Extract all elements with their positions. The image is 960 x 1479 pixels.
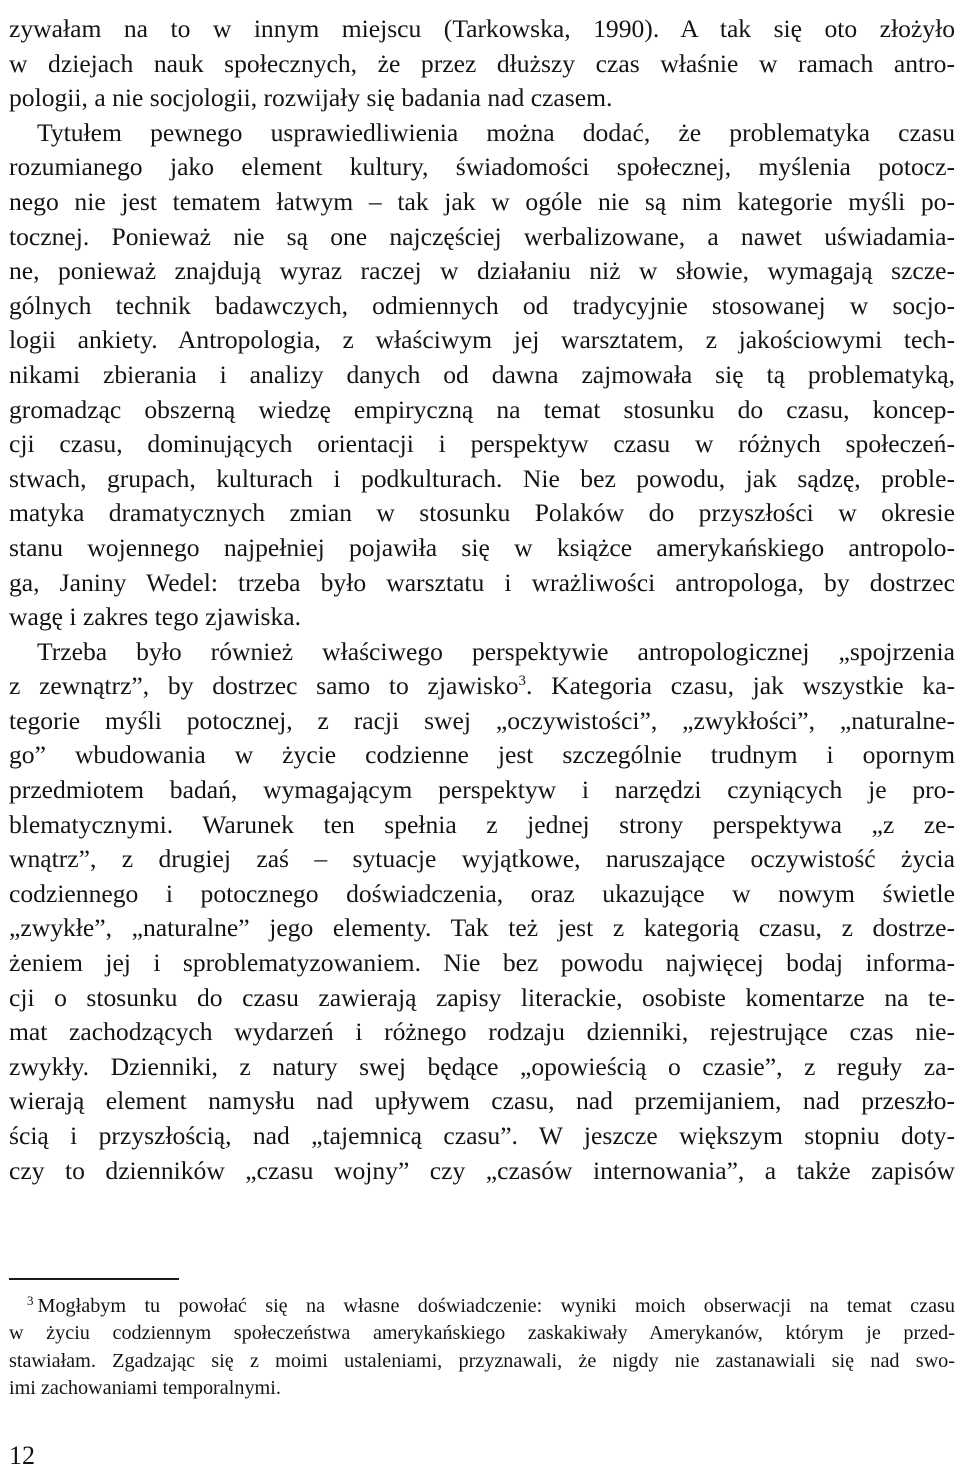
text-line: nikami zbierania i analizy danych od dawna zajmowała się tą problematyką,	[9, 359, 955, 389]
text-line: wnątrz”, z drugiej zaś – sytuacje wyjątkowe, naruszające oczywistość życia	[9, 844, 955, 874]
text-line: nego nie jest tematem łatwym – tak jak w ogóle nie są nim kategorie myśli po-	[9, 186, 955, 216]
text-line: czy to dzienników „czasu wojny” czy „czasów internowania”, a także zapisów	[9, 1155, 955, 1185]
text-line: blematycznymi. Warunek ten spełnia z jednej strony perspektywa „z ze-	[9, 809, 955, 839]
text-line: gromadząc obszerną wiedzę empiryczną na temat stosunku do czasu, koncep-	[9, 394, 955, 424]
text-line-with-footnote-ref	[9, 669, 955, 704]
text-line: pologii, a nie socjologii, rozwijały się badania nad czasem.	[9, 83, 613, 113]
text-line: żeniem jej i sproblematyzowaniem. Nie bez powodu najwięcej bodaj informa-	[9, 948, 955, 978]
text-line: cji czasu, dominujących orientacji i perspektyw czasu w różnych społeczeń-	[9, 429, 955, 459]
text-line: go” wbudowania w życie codzienne jest szczególnie trudnym i opornym	[9, 740, 955, 770]
text-line: cji o stosunku do czasu zawierają zapisy literackie, osobiste komentarze na te-	[9, 982, 955, 1012]
text-line: zwykły. Dzienniki, z natury swej będące „opowieścią o czasie”, z reguły za-	[9, 1051, 955, 1081]
text-line: tocznej. Ponieważ nie są one najczęściej werbalizowane, a nawet uświadamia-	[9, 221, 955, 251]
text-line: wagę i zakres tego zjawiska.	[9, 602, 302, 632]
text-line: rozumianego jako element kultury, świadomości społecznej, myślenia potocz-	[9, 152, 955, 182]
footnote-reference[interactable]: 3	[518, 673, 527, 690]
footnote-line: w życiu codziennym społeczeństwa amerykańskiego zaskakiwały Amerykanów, którym je przed-	[9, 1322, 955, 1345]
paragraph-start-line: Trzeba było również właściwego perspektywie antropologicznej „spojrzenia	[37, 636, 955, 666]
text-line: wierają element namysłu nad upływem czasu, nad przemijaniem, nad przeszło-	[9, 1086, 955, 1116]
text-line: zywałam na to w innym miejscu (Tarkowska, 1990). A tak się oto złożyło	[9, 14, 955, 43]
text-line: tegorie myśli potocznej, z racji swej „oczywistości”, „zwykłości”, „naturalne-	[9, 705, 955, 735]
text-segment: . Kategoria czasu, jak wszystkie ka-	[526, 671, 955, 701]
text-line: codziennego i potocznego doświadczenia, oraz ukazujące w nowym świetle	[9, 878, 955, 908]
text-line: mat zachodzących wydarzeń i różnego rodzaju dzienniki, rejestrujące czas nie-	[9, 1017, 955, 1047]
page-number: 12	[9, 1441, 35, 1470]
footnote-marker: 3	[27, 1293, 34, 1308]
text-line: przedmiotem badań, wymagającym perspektyw i narzędzi czyniących je pro-	[9, 775, 955, 805]
body-text	[9, 12, 955, 1188]
text-line: stwach, grupach, kulturach i podkulturach. Nie bez powodu, jak sądzę, proble-	[9, 463, 955, 493]
text-line: „zwykłe”, „naturalne” jego elementy. Tak też jest z kategorią czasu, z dostrze-	[9, 913, 955, 943]
text-line: matyka dramatycznych zmian w stosunku Polaków do przyszłości w okresie	[9, 498, 955, 528]
text-line: gólnych technik badawczych, odmiennych od tradycyjnie stosowanej w socjo-	[9, 290, 955, 320]
footnote-text: Mogłabym tu powołać się na własne doświadczenie: wyniki moich obserwacji na temat czasu	[37, 1295, 955, 1317]
text-line: ga, Janiny Wedel: trzeba było warsztatu i wrażliwości antropologa, by dostrzec	[9, 567, 955, 597]
text-line: stanu wojennego najpełniej pojawiła się w książce amerykańskiego antropolo-	[9, 532, 955, 562]
footnote-line: stawiałam. Zgadzając się z moimi ustaleniami, przyznawali, że nigdy nie zastanawiali się nad swo-	[9, 1349, 955, 1372]
text-line: ne, ponieważ znajdują wyraz raczej w działaniu niż w słowie, wymagają szcze-	[9, 256, 955, 286]
footnote	[9, 1293, 955, 1403]
footnote-line: imi zachowaniami temporalnymi.	[9, 1377, 281, 1400]
text-line: logii ankiety. Antropologia, z właściwym jej warsztatem, z jakościowymi tech-	[9, 325, 955, 355]
footnote-divider	[9, 1278, 179, 1280]
paragraph-start-line: Tytułem pewnego usprawiedliwienia można dodać, że problematyka czasu	[37, 117, 955, 147]
text-line: w dziejach nauk społecznych, że przez dłuższy czas właśnie w ramach antro-	[9, 48, 955, 78]
text-segment: z zewnątrz”, by dostrzec samo to zjawisko	[9, 671, 519, 701]
text-line: ścią i przyszłością, nad „tajemnicą czasu”. W jeszcze większym stopniu doty-	[9, 1121, 955, 1150]
footnote-line	[9, 1293, 955, 1320]
